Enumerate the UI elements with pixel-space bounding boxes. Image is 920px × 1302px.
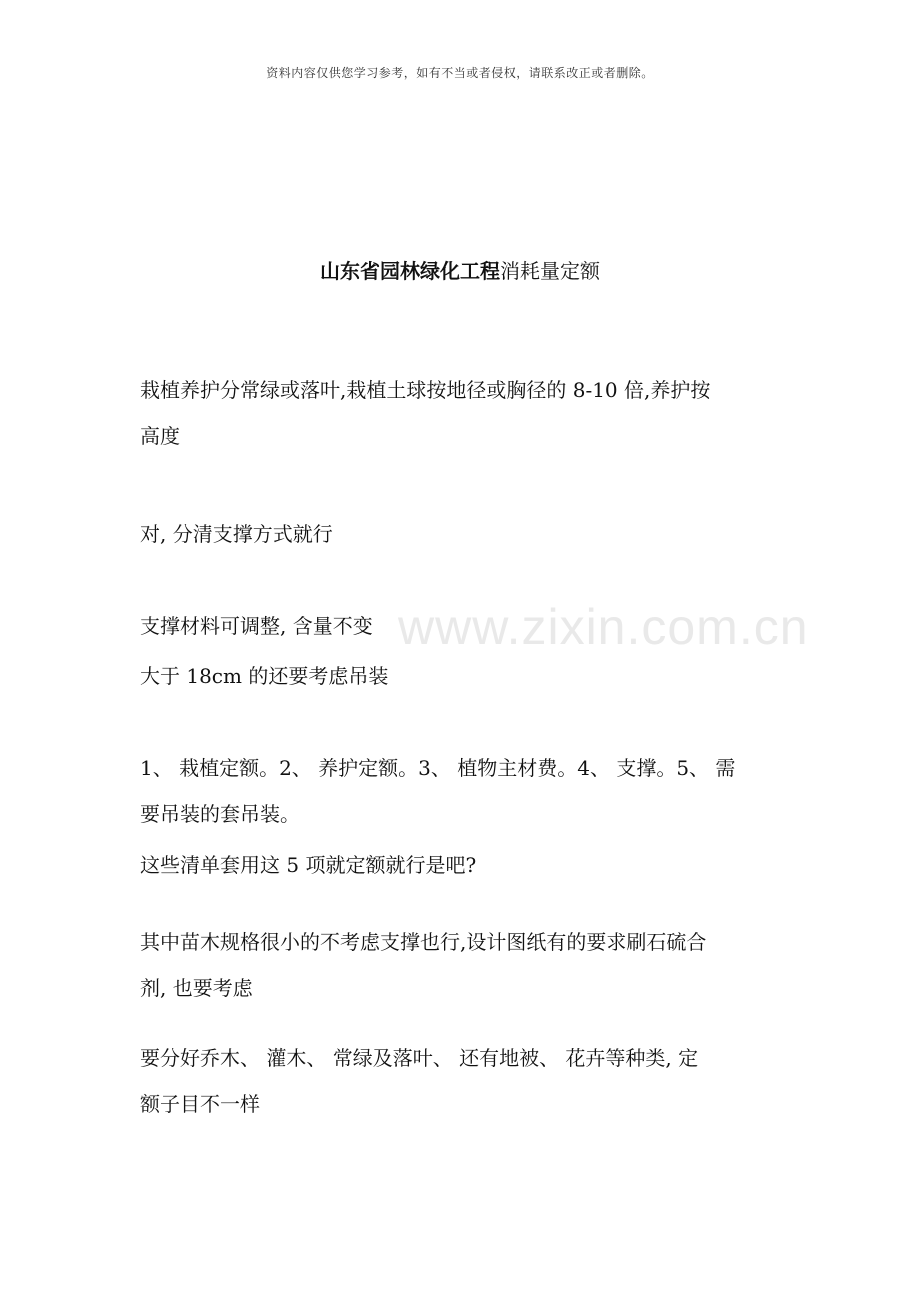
paragraph-line: 要分好乔木、 灌木、 常绿及落叶、 还有地被、 花卉等种类, 定 <box>140 1046 699 1070</box>
paragraph-line: 其中苗木规格很小的不考虑支撑也行,设计图纸有的要求刷石硫合 <box>140 930 707 954</box>
paragraph-line: 这些清单套用这 5 项就定额就行是吧? <box>140 853 477 877</box>
title-regular-part: 消耗量定额 <box>500 259 600 283</box>
watermark: www.zixin.com.cn <box>398 599 809 655</box>
paragraph-line: 剂, 也要考虑 <box>140 976 253 1000</box>
paragraph-line: 要吊装的套吊装。 <box>140 802 300 826</box>
paragraph-line: 支撑材料可调整, 含量不变 <box>140 614 373 638</box>
paragraph-planting-maintenance <box>140 367 800 459</box>
paragraph-plant-types <box>140 1035 800 1127</box>
paragraph-five-items <box>140 745 800 837</box>
paragraph-question <box>140 842 800 888</box>
header-disclaimer: 资料内容仅供您学习参考，如有不当或者侵权，请联系改正或者删除。 <box>266 66 654 80</box>
paragraph-hoisting <box>140 653 800 699</box>
paragraph-line: 额子目不一样 <box>140 1092 260 1116</box>
document-title <box>0 255 920 284</box>
paragraph-line: 1、 栽植定额。2、 养护定额。3、 植物主材费。4、 支撑。5、 需 <box>140 756 736 780</box>
paragraph-line: 对, 分清支撑方式就行 <box>140 522 333 546</box>
paragraph-line: 大于 18cm 的还要考虑吊装 <box>140 664 389 688</box>
paragraph-line: 栽植养护分常绿或落叶,栽植土球按地径或胸径的 8-10 倍,养护按 <box>140 378 711 402</box>
paragraph-line: 高度 <box>140 424 180 448</box>
paragraph-support-material <box>140 603 800 649</box>
paragraph-small-seedlings <box>140 919 800 1011</box>
paragraph-support-method <box>140 511 800 557</box>
title-bold-part: 山东省园林绿化工程 <box>320 259 500 283</box>
